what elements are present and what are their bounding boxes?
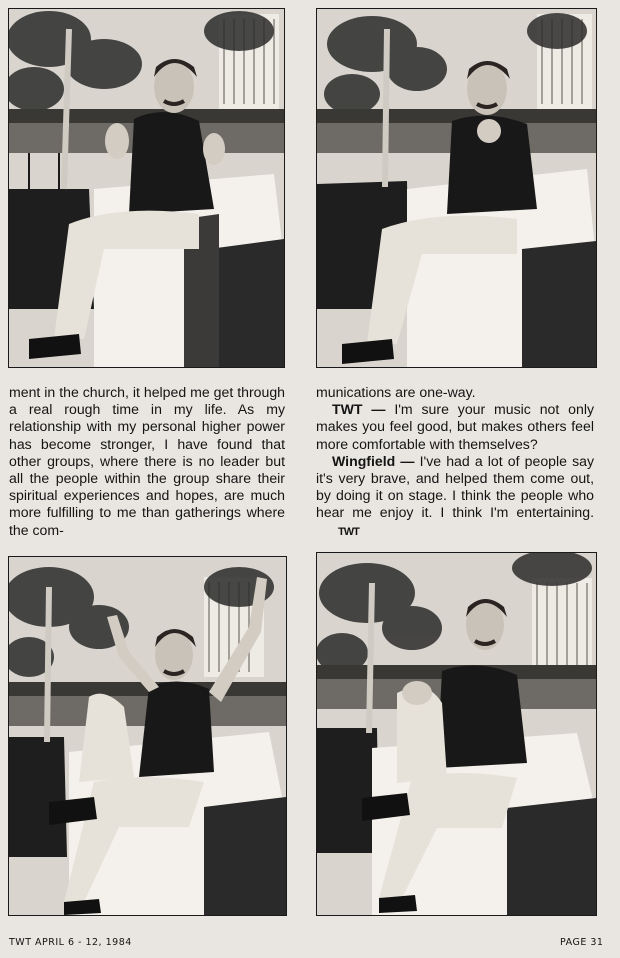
footer-page-number: PAGE 31 bbox=[560, 937, 604, 948]
question-text: I'm sure your music not only makes you feel good, but makes others feel more comfortable with themselves? bbox=[316, 401, 594, 452]
interview-answer bbox=[316, 453, 594, 541]
right-column-intro: munications are one-way. bbox=[316, 384, 476, 400]
photo-man-hand-on-chin bbox=[317, 9, 596, 367]
question-speaker: TWT — bbox=[332, 401, 386, 418]
photo-bottom-right bbox=[316, 552, 597, 916]
article-column-left bbox=[9, 384, 285, 539]
footer-issue-date: TWT APRIL 6 - 12, 1984 bbox=[9, 937, 132, 948]
article-column-right bbox=[316, 384, 594, 541]
answer-text: I've had a lot of people say it's very brave, and helped them come out, by doing it on stage. I think the people who hear me enjoy it. I think I'm entertaining. bbox=[316, 452, 595, 521]
photo-bottom-left bbox=[8, 556, 287, 916]
photo-top-right bbox=[316, 8, 597, 368]
photo-man-gesturing-hands bbox=[9, 9, 284, 367]
photo-man-holding-knee bbox=[317, 553, 596, 915]
answer-speaker: Wingfield — bbox=[332, 452, 415, 469]
interview-question bbox=[316, 401, 594, 453]
end-mark: TWT bbox=[338, 525, 359, 538]
photo-top-left bbox=[8, 8, 285, 368]
left-column-text: ment in the church, it helped me get through a real rough time in my life. As my relationship with my personal higher power has become stronger, I have found that other groups, where there is no leader but all the people within the group share their spiritual experiences and hopes, are much more fulfilling to me than gatherings where the com- bbox=[9, 384, 285, 538]
photo-man-arm-raised bbox=[9, 557, 286, 915]
